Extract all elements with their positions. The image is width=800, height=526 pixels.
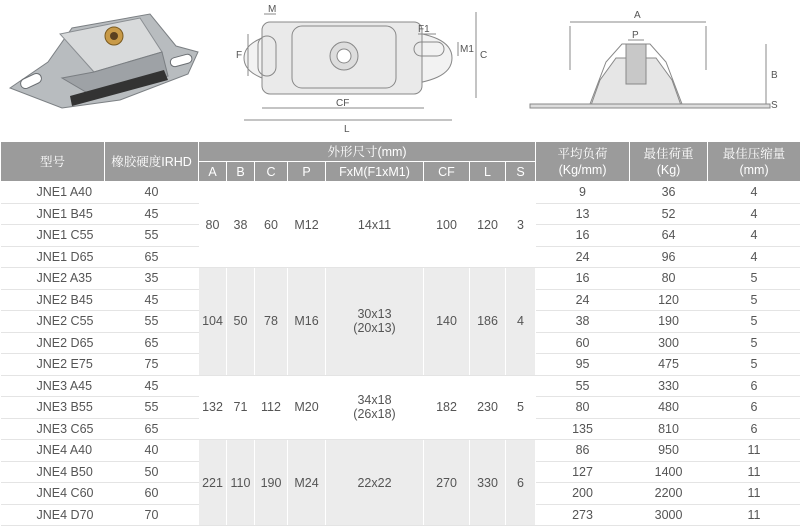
cell-dim-c: 190 <box>255 440 288 526</box>
cell-dim-a: 132 <box>199 375 227 440</box>
cell-avg-load: 16 <box>536 225 630 247</box>
cell-best-load: 810 <box>630 418 708 440</box>
cell-model: JNE4 B50 <box>1 461 105 483</box>
cell-avg-load: 13 <box>536 203 630 225</box>
header-best-load-line1: 最佳荷重 <box>630 146 707 162</box>
cell-model: JNE1 D65 <box>1 246 105 268</box>
cell-dim-l: 120 <box>470 182 506 268</box>
cell-dim-cf: 182 <box>424 375 470 440</box>
header-hardness: 橡胶硬度IRHD <box>105 142 199 182</box>
cell-hardness: 45 <box>105 289 199 311</box>
dim-label-m1: M1 <box>460 44 474 55</box>
cell-avg-load: 16 <box>536 268 630 290</box>
cell-best-comp: 6 <box>708 418 800 440</box>
cell-dim-a: 221 <box>199 440 227 526</box>
header-sub-c: C <box>255 162 288 182</box>
cell-best-comp: 5 <box>708 332 800 354</box>
drawings-svg <box>0 0 800 141</box>
cell-model: JNE2 E75 <box>1 354 105 376</box>
cell-dim-c: 60 <box>255 182 288 268</box>
cell-hardness: 35 <box>105 268 199 290</box>
cell-dim-b: 38 <box>227 182 255 268</box>
cell-best-load: 475 <box>630 354 708 376</box>
cell-best-comp: 6 <box>708 397 800 419</box>
cell-best-comp: 11 <box>708 483 800 505</box>
cell-avg-load: 38 <box>536 311 630 333</box>
cell-model: JNE4 A40 <box>1 440 105 462</box>
cell-best-load: 80 <box>630 268 708 290</box>
header-model: 型号 <box>1 142 105 182</box>
cell-avg-load: 95 <box>536 354 630 376</box>
cell-model: JNE2 D65 <box>1 332 105 354</box>
cell-best-comp: 11 <box>708 504 800 526</box>
cell-dim-p: M20 <box>288 375 326 440</box>
cell-hardness: 65 <box>105 332 199 354</box>
cell-best-load: 300 <box>630 332 708 354</box>
cell-dim-fxm-line1: 34x18 <box>326 393 423 407</box>
dim-label-s: S <box>771 100 778 111</box>
cell-model: JNE1 A40 <box>1 182 105 204</box>
header-best-comp-line1: 最佳压缩量 <box>708 146 800 162</box>
cell-best-comp: 4 <box>708 182 800 204</box>
dim-label-b: B <box>771 70 778 81</box>
cell-best-load: 64 <box>630 225 708 247</box>
cell-dim-cf: 100 <box>424 182 470 268</box>
cell-model: JNE4 C60 <box>1 483 105 505</box>
header-best-comp <box>708 142 800 182</box>
cell-dim-fxm-line1: 22x22 <box>326 476 423 490</box>
cell-avg-load: 24 <box>536 289 630 311</box>
cell-dim-s: 6 <box>506 440 536 526</box>
cell-best-comp: 4 <box>708 225 800 247</box>
cell-hardness: 60 <box>105 483 199 505</box>
cell-hardness: 75 <box>105 354 199 376</box>
cell-model: JNE3 B55 <box>1 397 105 419</box>
cell-avg-load: 24 <box>536 246 630 268</box>
header-sub-a: A <box>199 162 227 182</box>
cell-dim-cf: 140 <box>424 268 470 376</box>
cell-dim-b: 71 <box>227 375 255 440</box>
spec-table-body <box>1 182 800 526</box>
cell-dim-l: 330 <box>470 440 506 526</box>
cell-best-comp: 5 <box>708 354 800 376</box>
cell-hardness: 40 <box>105 182 199 204</box>
product-photo <box>10 14 198 108</box>
cell-model: JNE3 C65 <box>1 418 105 440</box>
cell-dim-c: 112 <box>255 375 288 440</box>
cell-hardness: 45 <box>105 375 199 397</box>
cell-avg-load: 80 <box>536 397 630 419</box>
header-best-comp-line2: (mm) <box>708 162 800 178</box>
cell-best-load: 1400 <box>630 461 708 483</box>
cell-dim-fxm <box>326 440 424 526</box>
cell-dim-fxm <box>326 268 424 376</box>
cell-avg-load: 273 <box>536 504 630 526</box>
cell-dim-p: M12 <box>288 182 326 268</box>
header-outline: 外形尺寸(mm) <box>199 142 536 162</box>
cell-avg-load: 127 <box>536 461 630 483</box>
cell-best-comp: 5 <box>708 268 800 290</box>
cell-avg-load: 9 <box>536 182 630 204</box>
table-row <box>1 375 800 397</box>
cell-model: JNE3 A45 <box>1 375 105 397</box>
cell-best-load: 3000 <box>630 504 708 526</box>
cell-dim-fxm <box>326 375 424 440</box>
table-row <box>1 268 800 290</box>
header-best-load <box>630 142 708 182</box>
header-sub-s: S <box>506 162 536 182</box>
cell-best-load: 190 <box>630 311 708 333</box>
cell-best-comp: 5 <box>708 311 800 333</box>
spec-table <box>0 141 800 526</box>
dim-label-f: F <box>236 50 242 61</box>
cell-model: JNE1 C55 <box>1 225 105 247</box>
cell-dim-s: 5 <box>506 375 536 440</box>
cell-hardness: 65 <box>105 418 199 440</box>
cell-hardness: 55 <box>105 397 199 419</box>
cell-avg-load: 135 <box>536 418 630 440</box>
cell-dim-p: M24 <box>288 440 326 526</box>
cell-dim-fxm-line2: (26x18) <box>326 407 423 421</box>
section-drawing <box>530 22 770 108</box>
cell-best-comp: 11 <box>708 440 800 462</box>
dim-label-l: L <box>344 124 350 135</box>
dim-label-c: C <box>480 50 487 61</box>
cell-best-load: 96 <box>630 246 708 268</box>
header-sub-p: P <box>288 162 326 182</box>
cell-hardness: 55 <box>105 311 199 333</box>
cell-best-load: 480 <box>630 397 708 419</box>
cell-dim-s: 3 <box>506 182 536 268</box>
cell-model: JNE2 A35 <box>1 268 105 290</box>
cell-best-load: 52 <box>630 203 708 225</box>
header-sub-fxm: FxM(F1xM1) <box>326 162 424 182</box>
dim-label-p: P <box>632 30 639 41</box>
cell-dim-fxm-line1: 30x13 <box>326 307 423 321</box>
cell-hardness: 55 <box>105 225 199 247</box>
cell-avg-load: 86 <box>536 440 630 462</box>
cell-avg-load: 200 <box>536 483 630 505</box>
table-row <box>1 182 800 204</box>
cell-avg-load: 60 <box>536 332 630 354</box>
cell-model: JNE2 B45 <box>1 289 105 311</box>
cell-hardness: 70 <box>105 504 199 526</box>
cell-best-load: 330 <box>630 375 708 397</box>
header-avg-load-line1: 平均负荷 <box>536 146 629 162</box>
cell-dim-fxm-line1: 14x11 <box>326 218 423 232</box>
cell-best-load: 36 <box>630 182 708 204</box>
header-sub-b: B <box>227 162 255 182</box>
cell-hardness: 65 <box>105 246 199 268</box>
plan-drawing <box>244 12 476 120</box>
cell-dim-l: 230 <box>470 375 506 440</box>
dim-label-m: M <box>268 4 276 15</box>
header-best-load-line2: (Kg) <box>630 162 707 178</box>
cell-best-comp: 5 <box>708 289 800 311</box>
cell-best-comp: 6 <box>708 375 800 397</box>
product-figures <box>0 0 800 141</box>
dim-label-cf: CF <box>336 98 349 109</box>
cell-avg-load: 55 <box>536 375 630 397</box>
cell-model: JNE4 D70 <box>1 504 105 526</box>
cell-dim-s: 4 <box>506 268 536 376</box>
dim-label-a: A <box>634 10 641 21</box>
cell-dim-p: M16 <box>288 268 326 376</box>
header-sub-l: L <box>470 162 506 182</box>
cell-model: JNE2 C55 <box>1 311 105 333</box>
header-avg-load-line2: (Kg/mm) <box>536 162 629 178</box>
cell-dim-b: 110 <box>227 440 255 526</box>
cell-best-load: 2200 <box>630 483 708 505</box>
cell-hardness: 50 <box>105 461 199 483</box>
cell-dim-c: 78 <box>255 268 288 376</box>
cell-best-load: 950 <box>630 440 708 462</box>
cell-dim-a: 80 <box>199 182 227 268</box>
dim-label-f1: F1 <box>418 24 430 35</box>
table-row <box>1 440 800 462</box>
cell-best-load: 120 <box>630 289 708 311</box>
cell-best-comp: 4 <box>708 246 800 268</box>
cell-dim-b: 50 <box>227 268 255 376</box>
cell-model: JNE1 B45 <box>1 203 105 225</box>
cell-dim-cf: 270 <box>424 440 470 526</box>
cell-hardness: 40 <box>105 440 199 462</box>
header-avg-load <box>536 142 630 182</box>
header-sub-cf: CF <box>424 162 470 182</box>
cell-best-comp: 4 <box>708 203 800 225</box>
cell-hardness: 45 <box>105 203 199 225</box>
cell-dim-fxm <box>326 182 424 268</box>
cell-best-comp: 11 <box>708 461 800 483</box>
cell-dim-fxm-line2: (20x13) <box>326 321 423 335</box>
cell-dim-a: 104 <box>199 268 227 376</box>
cell-dim-l: 186 <box>470 268 506 376</box>
